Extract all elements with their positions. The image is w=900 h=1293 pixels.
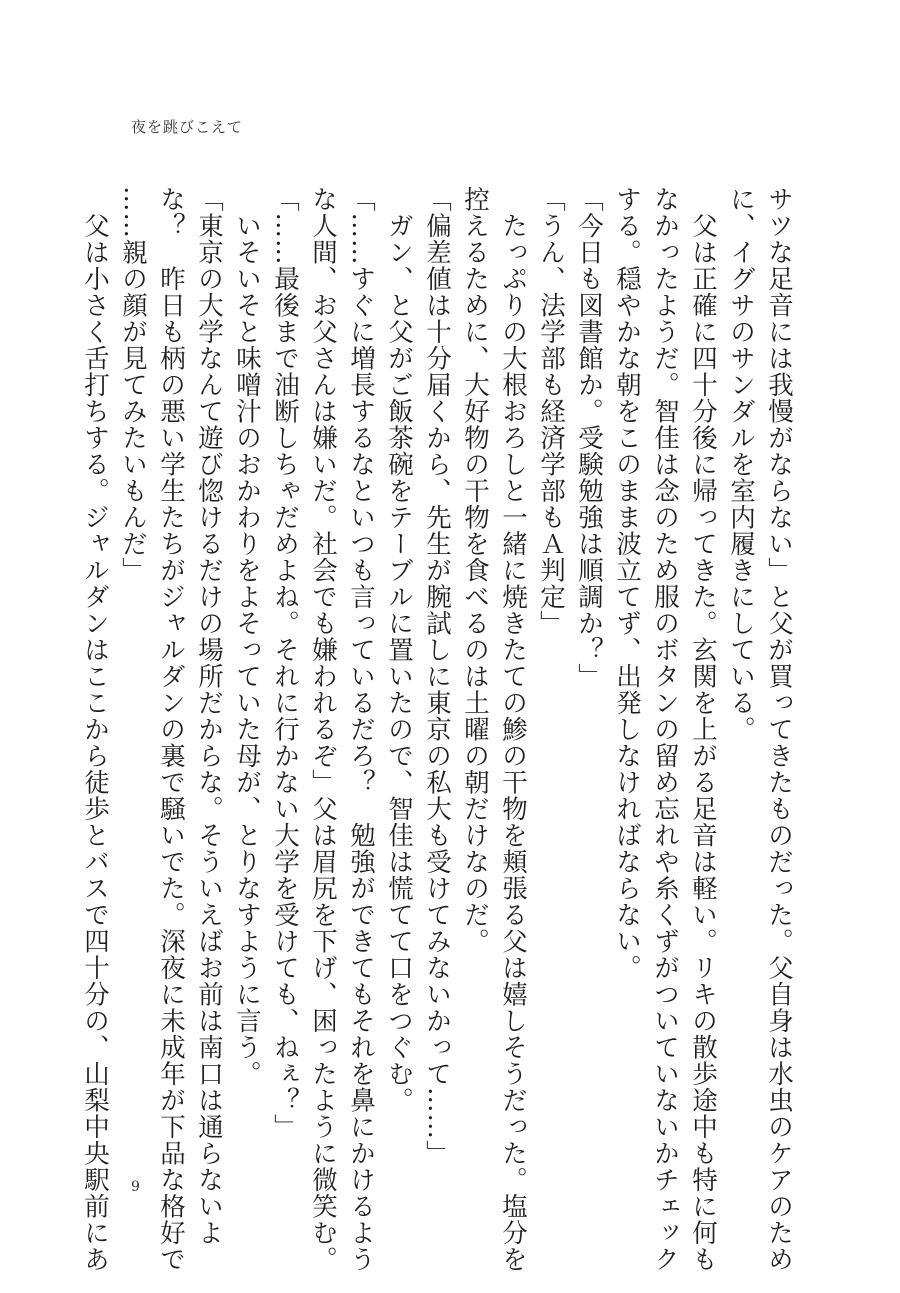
text-line: 「……すぐに増長するなといつも言っているだろ？ 勉強ができてもそれを鼻にかけるよう (346, 186, 376, 1273)
running-head: 夜を跳びこえて (131, 118, 244, 136)
text-line: ガン、と父がご飯茶碗をテーブルに置いたので、智佳は慌てて口をつぐむ。 (384, 186, 414, 1114)
text-line: 父は小さく舌打ちする。ジャルダンはここから徒歩とバスで四十分の、山梨中央駅前にあ (80, 186, 110, 1273)
text-line: 「うん、法学部も経済学部もＡ判定」 (536, 186, 566, 637)
text-line: 「東京の大学なんて遊び惚けるだけの場所だからな。そういえばお前は南口は通らないよ (194, 186, 224, 1246)
text-line: たっぷりの大根おろしと一緒に焼きたての鯵の干物を頬張る父は嬉しそうだった。塩分を (498, 186, 528, 1273)
body-text (76, 186, 798, 1273)
text-line: な？ 昨日も柄の悪い学生たちがジャルダンの裏で騒いでた。深夜に未成年が下品な格好で (156, 186, 186, 1273)
text-line: 「今日も図書館か。受験勉強は順調か？」 (574, 186, 604, 690)
page-number: 9 (131, 1179, 140, 1195)
text-line: 控えるために、大好物の干物を食べるのは土曜の朝だけなのだ。 (460, 186, 490, 955)
text-line: 「偏差値は十分届くから、先生が腕試しに東京の私大も受けてみないかって……」 (422, 186, 452, 1167)
text-line: いそいそと味噌汁のおかわりをよそっていた母が、とりなすように言う。 (232, 186, 262, 1087)
text-line: 「……最後まで油断しちゃだめよね。それに行かない大学を受けても、ねぇ？」 (270, 186, 300, 1140)
text-line: する。穏やかな朝をこのまま波立てず、出発しなければならない。 (612, 186, 642, 981)
text-line: に、イグサのサンダルを室内履きにしている。 (726, 186, 756, 743)
text-line: なかったようだ。智佳は念のため服のボタンの留め忘れや糸くずがついていないかチェック (650, 186, 680, 1273)
text-line: な人間、お父さんは嫌いだ。社会でも嫌われるぞ」父は眉尻を下げ、困ったように微笑む。 (308, 186, 338, 1273)
text-line: ……親の顔が見てみたいもんだ」 (118, 186, 148, 584)
text-line: 父は正確に四十分後に帰ってきた。玄関を上がる足音は軽い。リキの散歩途中も特に何も (688, 186, 718, 1273)
text-line: サツな足音には我慢がならない」と父が買ってきたものだった。父自身は水虫のケアのため (764, 186, 794, 1273)
